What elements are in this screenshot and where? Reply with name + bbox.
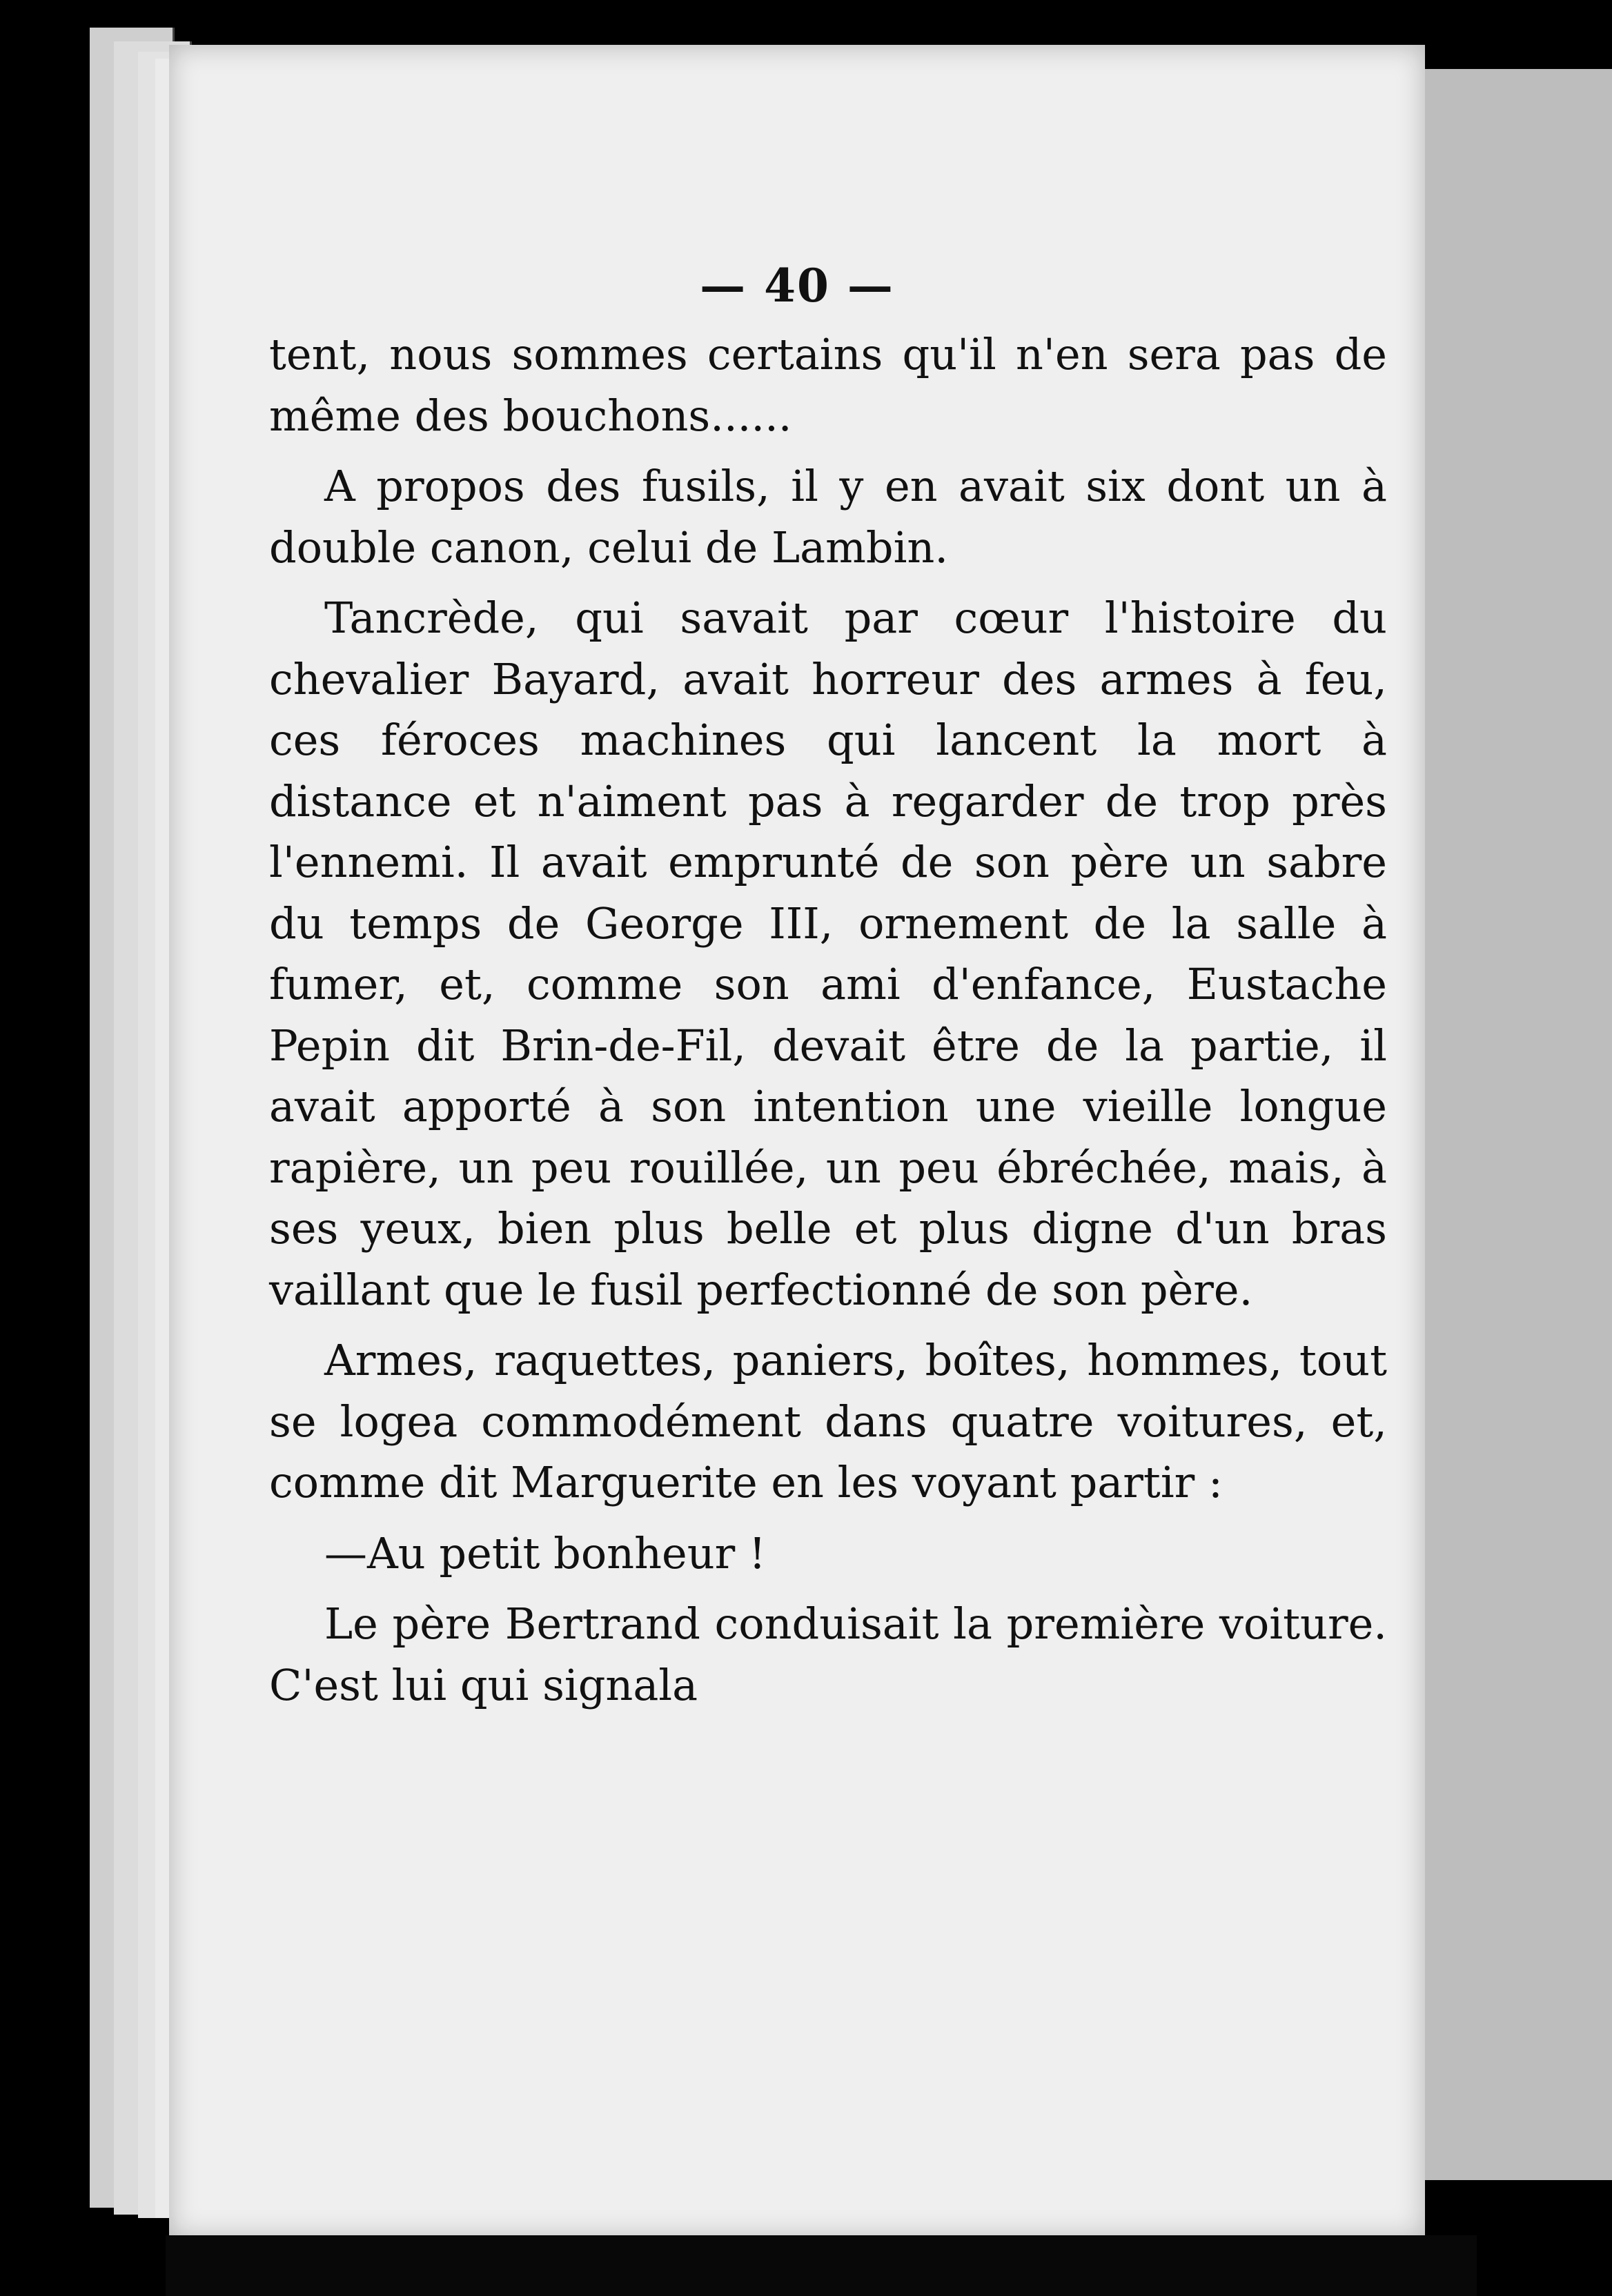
paragraph: Armes, raquettes, paniers, boîtes, hommes, tout se logea commodément dans quatre voitures, et, comme dit Marguerite en les voyant partir : <box>269 1335 1387 1507</box>
bottom-shadow <box>166 2235 1477 2296</box>
facing-page <box>1408 69 1612 2180</box>
dialogue-line: —Au petit bonheur ! <box>324 1527 766 1578</box>
binding-shadow <box>0 0 90 2296</box>
paragraph: Tancrède, qui savait par cœur l'histoire du chevalier Bayard, avait horreur des armes à feu, ces féroces machines qui lancent la mort à distance et n'aiment pas à regarder de trop près l'ennemi. Il avait emprunté de son père un sabre du temps de George III, ornement de la salle à fumer, et, comme son ami d'enfance, Eustache Pepin dit Brin-de-Fil, devait être de la partie, il avait apporté à son intention une vieille longue rapière, un peu rouillée, un peu ébréchée, mais, à ses yeux, bien plus belle et plus digne d'un bras vaillant que le fusil perfectionné de son père. <box>269 593 1387 1315</box>
paragraph-continuation: tent, nous sommes certains qu'il n'en sera pas de même des bouchons...... <box>269 329 1387 441</box>
paragraph: A propos des fusils, il y en avait six dont un à double canon, celui de Lambin. <box>269 461 1387 573</box>
page-number: — 40 — <box>700 259 894 313</box>
paragraph: Le père Bertrand conduisait la première voiture. C'est lui qui signala <box>269 1599 1387 1710</box>
body-text <box>269 324 1387 1716</box>
